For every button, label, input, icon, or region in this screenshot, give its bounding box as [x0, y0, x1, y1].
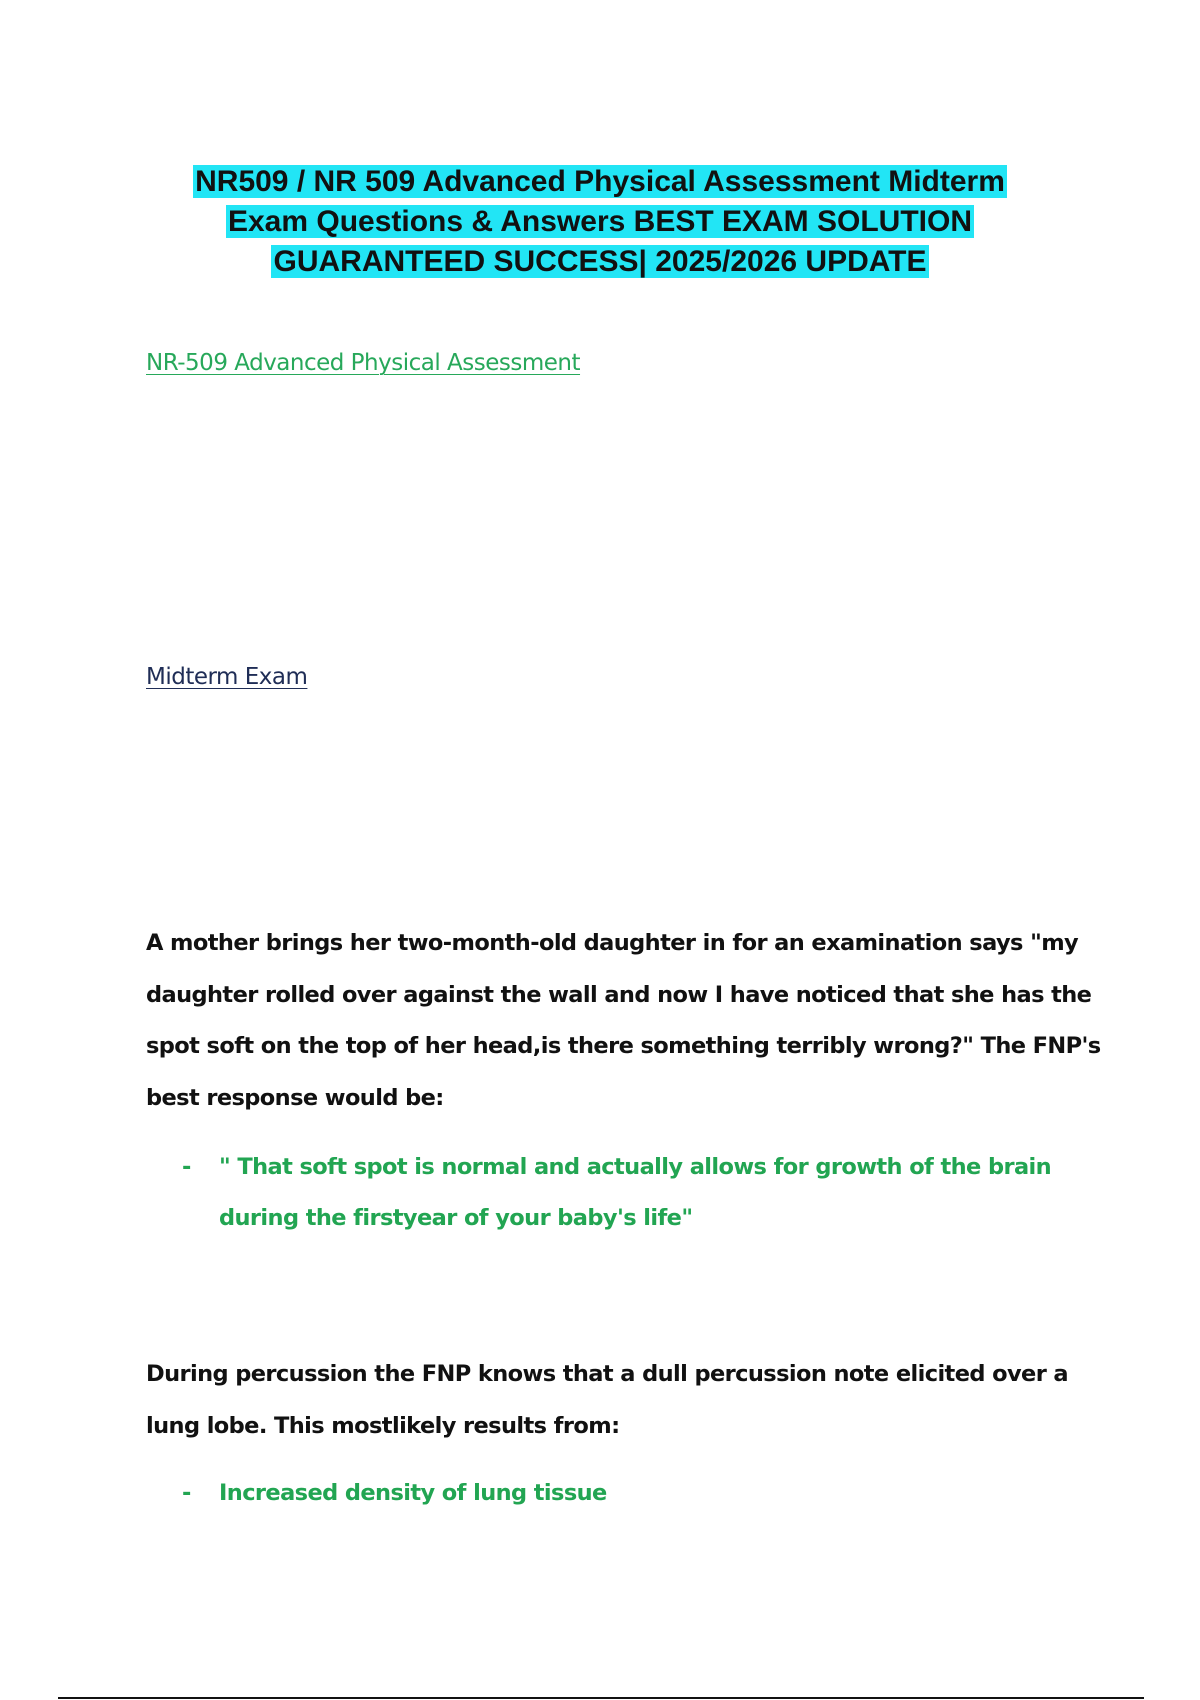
- page-bottom-rule: [58, 1697, 1144, 1699]
- answer-1-text: " That soft spot is normal and actually allows for growth of the brain during the firstyear of your baby's life": [219, 1154, 1052, 1231]
- course-link[interactable]: NR-509 Advanced Physical Assessment: [146, 350, 581, 376]
- question-2: During percussion the FNP knows that a dull percussion note elicited over a lung lobe. This mostlikely results from:: [146, 1361, 1069, 1439]
- title-line-1: NR509 / NR 509 Advanced Physical Assessment Midterm: [195, 165, 1005, 198]
- document-title: [100, 162, 1100, 282]
- midterm-exam-link[interactable]: Midterm Exam: [146, 664, 308, 690]
- bullet-dash: -: [182, 1480, 191, 1506]
- bullet-dash: -: [182, 1154, 191, 1180]
- title-line-2: Exam Questions & Answers BEST EXAM SOLUTION: [227, 205, 973, 238]
- answer-2: [182, 1468, 1082, 1519]
- title-line-3: GUARANTEED SUCCESS| 2025/2026 UPDATE: [273, 245, 927, 278]
- question-1: A mother brings her two-month-old daughter in for an examination says "my daughter rolled over against the wall and now I have noticed that she has the spot soft on the top of her head,is there something terribly wrong?" The FNP's best response would be:: [146, 930, 1101, 1111]
- answer-1: [182, 1142, 1082, 1244]
- answer-2-text: Increased density of lung tissue: [219, 1480, 607, 1506]
